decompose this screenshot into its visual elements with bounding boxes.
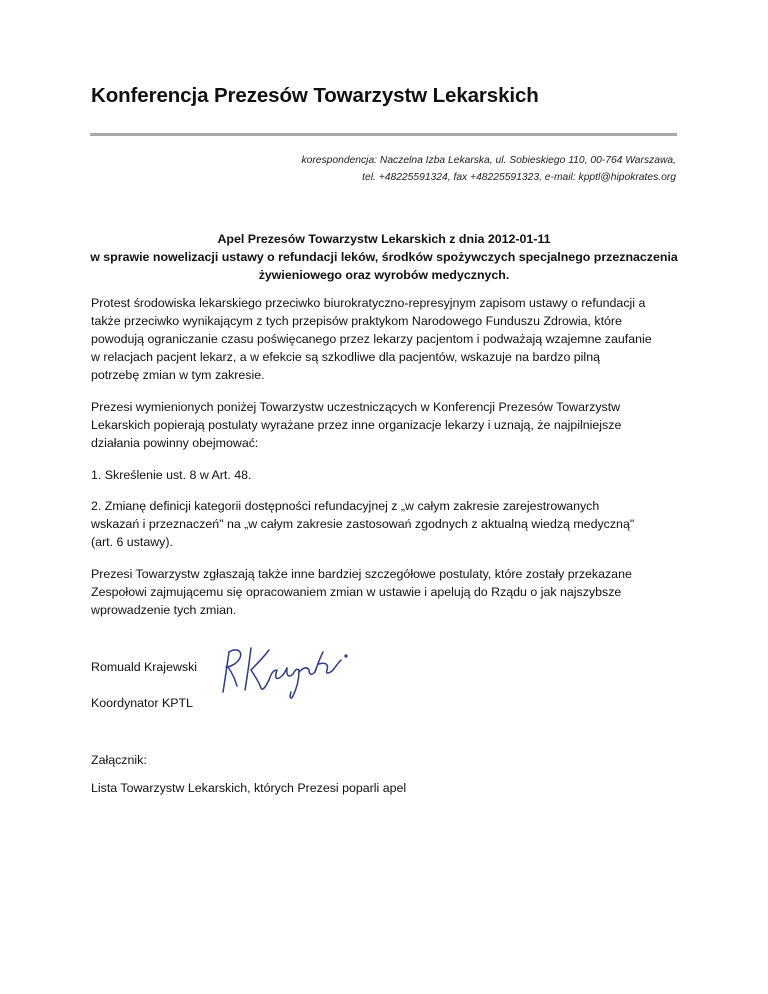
header-divider bbox=[90, 133, 677, 136]
paragraph-additional bbox=[91, 565, 691, 619]
appeal-heading-line: w sprawie nowelizacji ustawy o refundacji leków, środków spożywczych specjalnego przeznaczenia bbox=[90, 250, 678, 264]
paragraph-line: Lekarskich popierają postulaty wyrażane przez inne organizacje lekarzy i uznają, że najpilniejsze bbox=[91, 418, 622, 432]
paragraph-line: wprowadzenie tych zmian. bbox=[91, 603, 237, 617]
attachment-item: Lista Towarzystw Lekarskich, których Prezesi poparli apel bbox=[91, 781, 407, 795]
correspondence-line: korespondencja: Naczelna Izba Lekarska, ul. Sobieskiego 110, 00-764 Warszawa, bbox=[301, 155, 676, 166]
paragraph-protest bbox=[91, 294, 691, 384]
paragraph-line: potrzebę zmian w tym zakresie. bbox=[91, 368, 265, 382]
paragraph-postulates bbox=[91, 398, 691, 452]
paragraph-line: Prezesi wymienionych poniżej Towarzystw uczestniczących w Konferencji Prezesów Towarzystw bbox=[91, 400, 621, 414]
paragraph-line: 1. Skreślenie ust. 8 w Art. 48. bbox=[91, 468, 252, 482]
paragraph-line: 2. Zmianę definicji kategorii dostępności refundacyjnej z „w całym zakresie zarejestrowanych bbox=[91, 499, 600, 513]
paragraph-line: działania powinny obejmować: bbox=[91, 436, 259, 450]
list-item-1 bbox=[91, 466, 691, 484]
paragraph-line: Prezesi Towarzystw zgłaszają także inne bardziej szczegółowe postulaty, które zostały przekazane bbox=[91, 567, 632, 581]
paragraph-line: Zespołowi zajmującemu się opracowaniem zmian w ustawie i apelują do Rządu o jak najszybsze bbox=[91, 585, 622, 599]
appeal-heading bbox=[60, 230, 708, 284]
signatory-role: Koordynator KPTL bbox=[91, 696, 193, 710]
appeal-heading-line: Apel Prezesów Towarzystw Lekarskich z dnia 2012-01-11 bbox=[217, 232, 551, 246]
paragraph-line: Protest środowiska lekarskiego przeciwko biurokratyczno-represyjnym zapisom ustawy o refundacji a bbox=[91, 296, 646, 310]
paragraph-line: w relacjach pacjent lekarz, a w efekcie są szkodliwe dla pacjentów, wskazuje na bardzo pilną bbox=[91, 350, 600, 364]
paragraph-line: (art. 6 ustawy). bbox=[91, 535, 173, 549]
attachment-label: Załącznik: bbox=[91, 753, 147, 767]
correspondence-address bbox=[301, 152, 676, 186]
signatory-name: Romuald Krajewski bbox=[91, 660, 198, 674]
paragraph-line: także przeciwko wynikającym z tych przepisów praktykom Narodowego Funduszu Zdrowia, które bbox=[91, 314, 622, 328]
appeal-heading-line: żywieniowego oraz wyrobów medycznych. bbox=[258, 268, 510, 282]
document-title: Konferencja Prezesów Towarzystw Lekarskich bbox=[91, 84, 539, 107]
handwritten-signature-icon bbox=[215, 640, 357, 702]
list-item-2 bbox=[91, 497, 691, 551]
correspondence-line: tel. +48225591324, fax +48225591323, e-mail: kpptl@hipokrates.org bbox=[362, 172, 676, 183]
paragraph-line: powodują ograniczanie czasu poświęcanego przez lekarzy pacjentom i podważają wzajemne zaufanie bbox=[91, 332, 652, 346]
paragraph-line: wskazań i przeznaczeń" na „w całym zakresie zastosowań zgodnych z aktualną wiedzą medyczną" bbox=[91, 517, 635, 531]
